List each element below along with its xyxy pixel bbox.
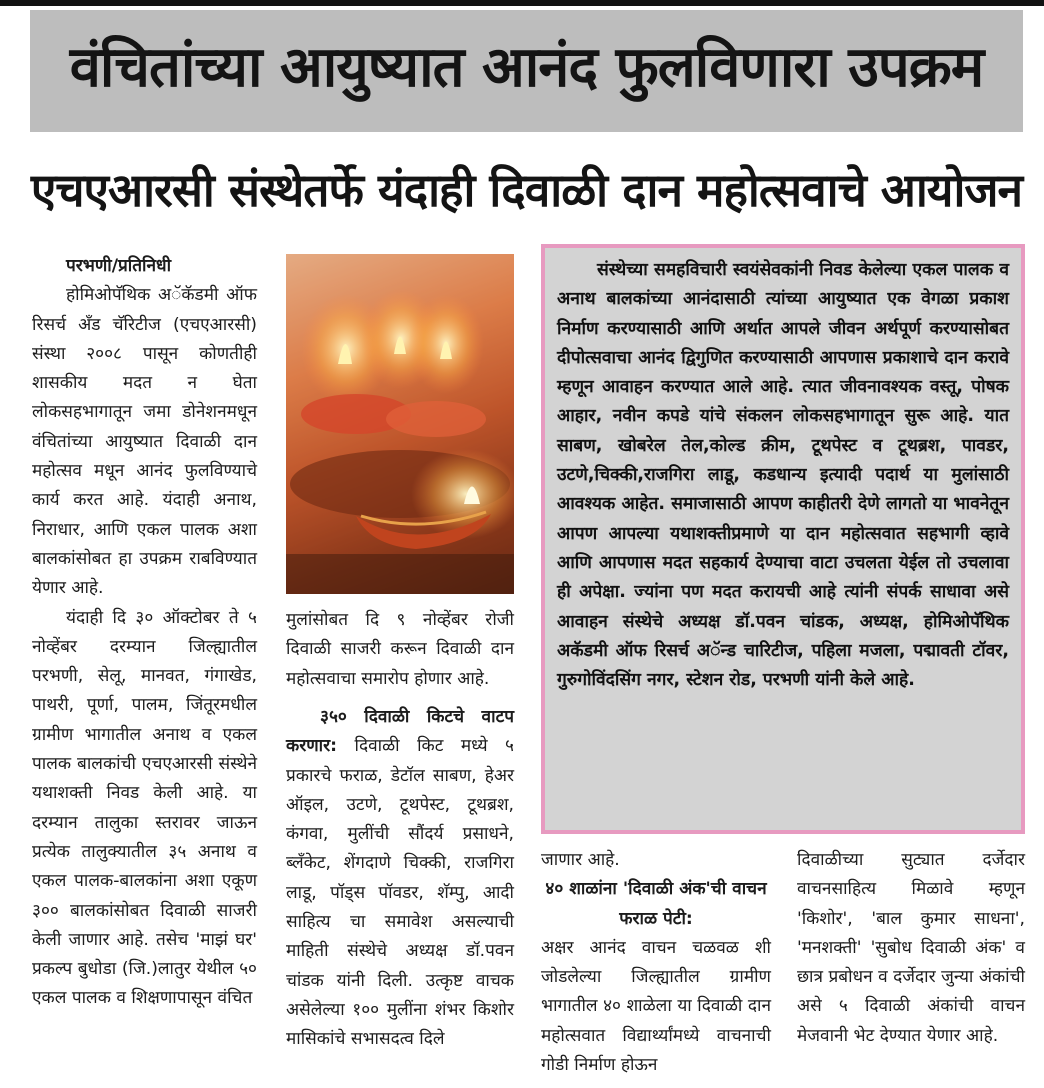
paragraph: अक्षर आनंद वाचन चळवळ शी जोडलेल्या जिल्ह्यातील ग्रामीण भागातील ४० शाळेला या दिवाळी दान महोत्सवात विद्यार्थ्यांमध्ये वाचनाची गोडी निर्माण होऊन [541,937,771,1076]
diya-lamps-photo [286,254,514,594]
kit-text: दिवाळी किट मध्ये ५ प्रकारचे फराळ, डेटॉल साबण, हेअर ऑइल, उटणे, टूथपेस्ट, टूथब्रश, कंगवा, मुलींची सौंदर्य प्रसाधने, ब्लँकेट, शेंगदाणे चिक्की, राजगिरा लाडू, पॉड्स पॉवडर, शॅम्पु, आदी साहित्य चा समावेश असल्याची माहिती संस्थेचे अध्यक्ष डॉ.पवन चांडक यांनी दिली. उत्कृष्ट वाचक असेलेल्या १०० मुलींना शंभर किशोर मासिकांचे सभासदत्व दिले [286,736,514,1050]
appeal-text: संस्थेच्या समहविचारी स्वयंसेवकांनी निवड केलेल्या एकल पालक व अनाथ बालकांच्या आनंदासाठी त्यांच्या आयुष्यात एक वेगळा प्रकाश निर्माण करण्यासाठी आणि अर्थात आपले जीवन अर्थपूर्ण करण्यासोबत दीपोत्सवाचा आनंद द्विगुणित करण्यासाठी आपणास प्रकाशाचे दान करावे म्हणून आवाहन करण्यात आले आहे. त्यात जीवनावश्यक वस्तू, पोषक आहार, नवीन कपडे यांचे संकलन लोकसहभागातून सुरू आहे. यात साबण, खोबरेल तेल,कोल्ड क्रीम, टूथपेस्ट व टूथब्रश, पावडर, उटणे,चिक्की,राजगिरा लाडू, कडधान्य इत्यादी पदार्थ या मुलांसाठी आवश्यक आहेत. समाजासाठी आपण काहीतरी देणे लागतो या भावनेतून आपण आपल्या यथाशक्तीप्रमाणे या दान महोत्सवात सहभागी व्हावे आणि आपणास मदत सहकार्य देण्याचा वाटा उचलता येईल तो उचलावा ही अपेक्षा. ज्यांना पण मदत करायची आहे त्यांनी संपर्क साधावा असे आवाहन संस्थेचे अध्यक्ष डॉ.पवन चांडक, अध्यक्ष, होमिओपॅथिक अकॅडमी ऑफ रिसर्च अॅन्ड चारिटीज, पहिला मजला, पद्मावती टॉवर, गुरुगोविंदसिंग नगर, स्टेशन रोड, परभणी यांनी केले आहे. [557,260,1009,691]
kit-heading: ३५० दिवाळी किटचे वाटप करणार: [286,707,514,757]
subheadline: एचएआरसी संस्थेतर्फे यंदाही दिवाळी दान महोत्सवाचे आयोजन [30,163,1023,217]
paragraph: मुलांसोबत दि ९ नोव्हेंबर रोजी दिवाळी साजरी करून दिवाळी दान महोत्सवाचा समारोप होणार आहे. [286,610,514,689]
paragraph: यंदाही दि ३० ऑक्टोबर ते ५ नोव्हेंबर दरम्यान जिल्ह्यातील परभणी, सेलू, मानवत, गंगाखेड, पाथरी, पूर्णा, पालम, जिंतूरमधील ग्रामीण भागातील अनाथ व एकल पालक बालकांची एचएआरसी संस्थेने यथाशक्ती निवड केली आहे. या दरम्यान तालुका स्तरावर जाऊन प्रत्येक तालुक्यातील ३५ अनाथ व एकल पालक-बालकांना अशा एकूण ३०० बालकांसोबत दिवाळी साजरी केली जाणार आहे. तसेच 'माझं घर' प्रकल्प बुधोडा (जि.)लातुर येथील ५० एकल पालक व शिक्षणापासून वंचित [32,607,257,1009]
article-column-1 [32,252,257,1014]
diya-photo-icon [286,254,514,594]
appeal-text-block [557,256,1009,695]
article-column-2 [286,703,514,1055]
paragraph: होमिओपॅथिक अॅकॅडमी ऑफ रिसर्च अँड चॅरिटीज (एचएआरसी) संस्था २००८ पासून कोणतीही शासकीय मदत न घेता लोकसहभागातून जमा डोनेशनमधून वंचितांच्या आयुष्यात दिवाळी दान महोत्सव मधून आनंद फुलविण्याचे कार्य करत आहे. यंदाही अनाथ, निराधार, आणि एकल पालक अशा बालकांसोबत हा उपक्रम राबविण्यात येणार आहे. [32,285,257,599]
paragraph: दिवाळीच्या सुट्यात दर्जेदार वाचनसाहित्य मिळावे म्हणून 'किशोर', 'बाल कुमार साधना', 'मनशक्ती' 'सुबोध दिवाळी अंक' व छात्र प्रबोधन व दर्जेदार जुन्या अंकांची असे ५ दिवाळी अंकांची वाचन मेजवानी भेट देण्यात येणार आहे. [797,850,1025,1046]
dateline: परभणी/प्रतिनिधी [66,256,172,276]
top-rule [0,0,1044,6]
article-column-3 [541,846,771,1080]
paragraph [286,703,514,1055]
headline: वंचितांच्या आयुष्यात आनंद फुलविणारा उपक्रम [69,35,984,100]
article-column-4 [797,846,1025,1051]
article-column-2-top [286,606,514,694]
paragraph: जाणार आहे. [541,850,620,870]
section-heading: ४० शाळांना 'दिवाळी अंक'ची वाचन फराळ पेटी: [545,879,767,929]
